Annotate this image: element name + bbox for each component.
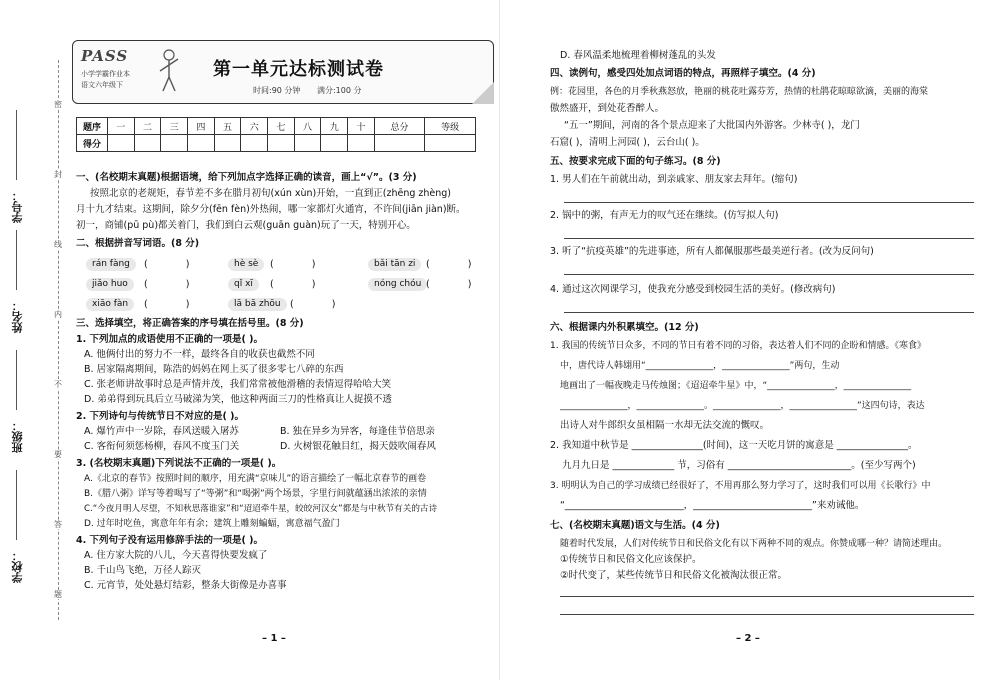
margin-field-student-id: 学号：: [11, 190, 24, 223]
exam-meta: [253, 85, 375, 96]
seal-char: 内: [54, 310, 62, 319]
boy-figure-icon: [155, 47, 183, 95]
option: B. 千山鸟飞绝，万径人踪灭: [84, 565, 202, 576]
s1-line: 按照北京的老规矩，春节差不多在腊月初旬(xún xùn)开始，一直到正(zhēng zhèng): [90, 188, 452, 199]
s5-item: 1. 男人们在午前就出动，到亲戚家、朋友家去拜年。(缩句): [550, 174, 798, 185]
option: C. 元宵节，处处悬灯结彩，整条大街像是办喜事: [84, 580, 287, 591]
section-4-title: 四、读例句，感受四处加点词语的特点，再照样子填空。(4 分): [550, 68, 816, 79]
score-input-cell[interactable]: [294, 135, 321, 152]
score-input-cell[interactable]: [425, 135, 476, 152]
margin-line: [16, 470, 17, 540]
s7-line: 随着时代发展，人们对传统节日和民俗文化有以下两种不同的观点。你赞成哪一种？请简述理由。: [560, 539, 948, 549]
seal-char: 题: [54, 590, 62, 599]
answer-paren[interactable]: ( ): [270, 259, 316, 270]
s6-line: 地画出了一幅夜晚走马传烛图；《迢迢牵牛星》中，“_______________，_______________: [560, 381, 912, 391]
margin-field-school: 学校：: [11, 550, 24, 583]
answer-paren[interactable]: ( ): [290, 299, 336, 310]
s6-line: 1. 我国的传统节日众多，不同的节日有着不同的习俗，表达着人们不同的企盼和情感。《寒食》: [550, 341, 926, 351]
binding-margin: [8, 60, 68, 620]
score-cell: 一: [108, 118, 135, 135]
option: A. 他俩付出的努力不一样，最终各自的收获也截然不同: [84, 349, 315, 360]
score-cell: 等级: [425, 118, 476, 135]
section-6-title: 六、根据课内外积累填空。(12 分): [550, 322, 699, 333]
s6-line: 3. 明明认为自己的学习成绩已经很好了，不用再那么努力学习了，这时我们可以用《长歌行》中: [550, 481, 931, 491]
section-3-title: 三、选择填空，将正确答案的序号填在括号里。(8 分): [76, 318, 304, 329]
page-curl-icon: [472, 82, 494, 104]
pinyin-prompt: rán fàng: [86, 258, 136, 271]
score-input-cell[interactable]: [214, 135, 241, 152]
option: A.《北京的春节》按照时间的顺序，用充满“京味儿”的语言描绘了一幅北京春节的画卷: [84, 474, 427, 484]
option: D. 弟弟得到玩具后立马破涕为笑，他这种两面三刀的性格真让人捉摸不透: [84, 394, 392, 405]
s5-item: 4. 通过这次网课学习，使我充分感受到校园生活的美好。(修改病句): [550, 284, 836, 295]
option: A. 爆竹声中一岁除，春风送暖入屠苏: [84, 426, 239, 437]
score-cell: 七: [268, 118, 295, 135]
score-input-cell[interactable]: [348, 135, 375, 152]
score-cell: 十: [348, 118, 375, 135]
option: C.“今夜月明人尽望，不知秋思落谁家”和“迢迢牵牛星，皎皎河汉女”都是与中秋节有关的古诗: [84, 504, 438, 514]
margin-field-name: 姓名：: [11, 300, 24, 333]
pinyin-prompt: xiāo fàn: [86, 298, 134, 311]
answer-paren[interactable]: ( ): [270, 279, 316, 290]
s1-line: 月十九才结束。这期间，除夕分(fēn fèn)外热闹，哪一家都灯火通宵，不许间(jiān jiàn)断。: [76, 204, 466, 215]
page-number: – 2 –: [736, 633, 760, 644]
score-table-score-row: [77, 135, 476, 152]
score-table: [76, 117, 476, 152]
option: D. 火树银花触目红，揭天鼓吹闹春风: [280, 441, 436, 452]
score-input-cell[interactable]: [321, 135, 348, 152]
score-cell: 五: [214, 118, 241, 135]
seal-char: 密: [54, 100, 62, 109]
question-4: 4. 下列句子没有运用修辞手法的一项是( )。: [76, 535, 264, 546]
s6-line: _______________，_______________。_______________，_______________”这四句诗，表达: [560, 401, 925, 411]
pinyin-prompt: nóng chóu: [368, 278, 427, 291]
answer-paren[interactable]: ( ): [144, 259, 190, 270]
seal-char: 封: [54, 170, 62, 179]
score-table-header-row: [77, 118, 476, 135]
s6-line: 出诗人对牛郎织女虽相隔一水却无法交流的慨叹。: [560, 420, 770, 431]
exam-title: 第一单元达标测试卷: [213, 59, 384, 80]
s1-line: 初一，商铺(pū pù)都关着门，我们到白云观(guān guàn)玩了一天，特别开心。: [76, 220, 416, 231]
answer-line[interactable]: [564, 238, 974, 239]
seal-char: 答: [54, 520, 62, 529]
section-1-title: 一、(名校期末真题)根据语境，给下列加点字选择正确的读音，画上“√”。(3 分): [76, 172, 417, 183]
option: A. 住方家大院的八儿，今天喜得快要发疯了: [84, 550, 268, 561]
pinyin-prompt: hè sè: [228, 258, 264, 271]
answer-line[interactable]: [564, 274, 974, 275]
margin-field-class: 班级：: [11, 420, 24, 453]
page-number: – 1 –: [262, 633, 286, 644]
s5-item: 3. 听了“抗疫英雄”的先进事迹，所有人都佩服那些最美逆行者。(改为反问句): [550, 246, 874, 257]
score-input-cell[interactable]: [241, 135, 268, 152]
question-3: 3. (名校期末真题)下列说法不正确的一项是( )。: [76, 458, 282, 469]
score-cell: 得分: [77, 135, 108, 152]
section-5-title: 五、按要求完成下面的句子练习。(8 分): [550, 156, 721, 167]
question-1: 1. 下列加点的成语使用不正确的一项是( )。: [76, 334, 264, 345]
score-input-cell[interactable]: [134, 135, 161, 152]
option: B.《腊八粥》详写等着喝写了“等粥”和“喝粥”两个场景，字里行间就蕴涵出浓浓的亲情: [84, 489, 427, 499]
score-cell: 总分: [374, 118, 425, 135]
margin-line: [16, 110, 17, 180]
pinyin-prompt: lā bā zhōu: [228, 298, 287, 311]
seal-char: 要: [54, 450, 62, 459]
s5-item: 2. 锅中的粥，有声无力的叹气还在继续。(仿写拟人句): [550, 210, 779, 221]
s7-line: ①传统节日和民俗文化应该保护。: [560, 554, 702, 565]
answer-line[interactable]: [564, 202, 974, 203]
section-2-title: 二、根据拼音写词语。(8 分): [76, 238, 200, 249]
s7-line: ②时代变了，某些传统节日和民俗文化被淘汰很正常。: [560, 570, 788, 581]
logo-subtitle: 小学学霸作业本: [81, 70, 130, 78]
seal-char: 不: [54, 380, 62, 389]
answer-paren[interactable]: ( ): [426, 259, 472, 270]
pass-logo: PASS: [81, 47, 129, 65]
score-input-cell[interactable]: [268, 135, 295, 152]
answer-line[interactable]: [560, 614, 974, 615]
answer-paren[interactable]: ( ): [144, 299, 190, 310]
s6-line: 2. 我知道中秋节是 _______________(时间)，这一天吃月饼的寓意是 _______________。: [550, 440, 918, 451]
s6-line: 九月九日是 _____________ 节，习俗有 __________________________。(至少写两个): [562, 460, 916, 471]
option: D. 春风温柔地梳理着柳树蓬乱的头发: [560, 50, 716, 61]
option: D. 过年时吃鱼，寓意年年有余；建筑上雕刻蝙蝠，寓意福气盈门: [84, 519, 340, 529]
margin-line: [16, 350, 17, 410]
score-cell: 六: [241, 118, 268, 135]
option: C. 客衔何须惩杨柳，春风不度玉门关: [84, 441, 240, 452]
s4-line: 例：花园里，各色的月季秋燕怒放，艳丽的桃花吐露芬芳，热情的杜鹃花晾晾欲滴，美丽的海棠: [550, 87, 929, 97]
score-cell: 题序: [77, 118, 108, 135]
seal-char: 线: [54, 240, 62, 249]
section-7-title: 七、(名校期末真题)语文与生活。(4 分): [550, 520, 720, 531]
score-cell: 二: [134, 118, 161, 135]
score-input-cell[interactable]: [374, 135, 425, 152]
score-input-cell[interactable]: [108, 135, 135, 152]
option: B. 居家隔离期间，陈浩的妈妈在网上买了很多零七八碎的东西: [84, 364, 344, 375]
answer-line[interactable]: [560, 596, 974, 597]
option: C. 张老师讲故事时总是声情并茂，我们常常被他滑稽的表情逗得哈哈大笑: [84, 379, 392, 390]
answer-line[interactable]: [564, 312, 974, 313]
pinyin-prompt: jiǎo huo: [86, 278, 134, 291]
pinyin-prompt: qǐ xī: [228, 278, 259, 291]
score-input-cell[interactable]: [161, 135, 188, 152]
seal-line: [58, 60, 59, 620]
s6-line: 中，唐代诗人韩翃用“_______________，_______________”两句，生动: [560, 361, 840, 371]
pinyin-prompt: bǎi tān zi: [368, 258, 421, 271]
s4-line: 石窟( )，清明上河园( )，云台山( )。: [550, 137, 705, 148]
exam-header: [72, 40, 494, 104]
score-cell: 四: [188, 118, 215, 135]
s4-line: “五一”期间，河南的各个景点迎来了大批国内外游客。少林寺( )，龙门: [564, 120, 860, 131]
score-cell: 九: [321, 118, 348, 135]
exam-full-score: 满分:100 分: [316, 86, 362, 95]
question-2: 2. 下列诗句与传统节日不对应的是( )。: [76, 411, 245, 422]
score-cell: 三: [161, 118, 188, 135]
answer-paren[interactable]: ( ): [144, 279, 190, 290]
exam-time: 时间:90 分钟: [253, 86, 301, 95]
score-cell: 八: [294, 118, 321, 135]
page-2: [500, 0, 1000, 680]
logo-grade: 语文六年级下: [81, 81, 123, 89]
s6-line: “_________________________，_________________________”来劝诫他。: [560, 500, 865, 511]
answer-paren[interactable]: ( ): [426, 279, 472, 290]
margin-line: [16, 230, 17, 290]
s4-line: 傲然盛开，到处花香醉人。: [550, 103, 665, 114]
score-input-cell[interactable]: [188, 135, 215, 152]
option: B. 独在异乡为异客，每逢佳节倍思亲: [280, 426, 436, 437]
